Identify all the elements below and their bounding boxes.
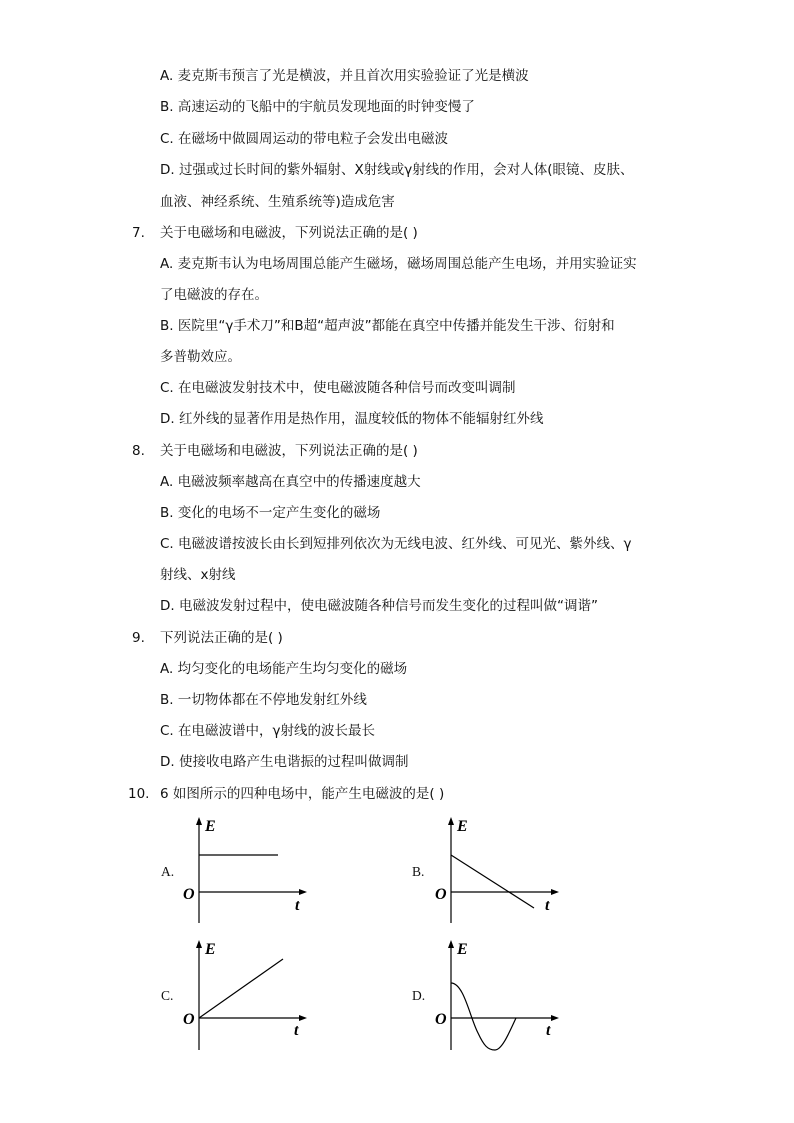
graph-d-label: D. [412, 988, 426, 1003]
q7-option-b-line1: B. 医院里“γ手术刀”和B超“超声波”都能在真空中传播并能发生干涉、衍射和 [160, 318, 615, 334]
q9-option-b: B. 一切物体都在不停地发射红外线 [160, 692, 367, 708]
graph-a-x-axis-label: t [295, 897, 300, 914]
q6-option-c: C. 在磁场中做圆周运动的带电粒子会发出电磁波 [160, 131, 449, 147]
q8-number: 8. [132, 443, 145, 459]
q6-option-a: A. 麦克斯韦预言了光是横波，并且首次用实验验证了光是横波 [160, 68, 529, 84]
graph-c-curve [199, 959, 283, 1018]
graph-c [180, 938, 310, 1053]
graph-a [180, 815, 310, 925]
graph-a-y-axis-label: E [205, 818, 216, 835]
graph-d-x-axis-label: t [546, 1022, 551, 1039]
q7-option-d: D. 红外线的显著作用是热作用，温度较低的物体不能辐射红外线 [160, 411, 544, 427]
graph-d-x-arrow [551, 1015, 559, 1021]
graph-d-origin: O [435, 1011, 447, 1028]
q9-option-c: C. 在电磁波谱中，γ射线的波长最长 [160, 723, 375, 739]
q6-option-b: B. 高速运动的飞船中的宇航员发现地面的时钟变慢了 [160, 99, 475, 115]
graph-b-curve [451, 855, 534, 908]
q7-option-a-line2: 了电磁波的存在。 [160, 287, 268, 303]
graph-d-curve [451, 983, 516, 1050]
graph-c-x-axis-label: t [294, 1022, 299, 1039]
q10-number: 10. [128, 786, 150, 802]
graph-a-y-arrow [196, 817, 202, 825]
graph-c-origin: O [183, 1011, 195, 1028]
q9-option-d: D. 使接收电路产生电谐振的过程叫做调制 [160, 754, 409, 770]
q8-option-c-line1: C. 电磁波谱按波长由长到短排列依次为无线电波、红外线、可见光、紫外线、γ [160, 536, 632, 552]
q9-option-a: A. 均匀变化的电场能产生均匀变化的磁场 [160, 661, 408, 677]
q9-stem: 下列说法正确的是( ) [160, 630, 283, 646]
graph-b [432, 815, 562, 925]
q8-option-a: A. 电磁波频率越高在真空中的传播速度越大 [160, 474, 421, 490]
graph-b-x-axis-label: t [545, 897, 550, 914]
q6-option-d-line1: D. 过强或过长时间的紫外辐射、X射线或γ射线的作用，会对人体(眼镜、皮肤、 [160, 162, 634, 178]
graph-b-x-arrow [551, 889, 559, 895]
q7-stem: 关于电磁场和电磁波，下列说法正确的是( ) [160, 225, 418, 241]
q8-stem: 关于电磁场和电磁波，下列说法正确的是( ) [160, 443, 418, 459]
graph-b-label: B. [412, 864, 425, 879]
q7-option-a-line1: A. 麦克斯韦认为电场周围总能产生磁场，磁场周围总能产生电场，并用实验证实 [160, 256, 637, 272]
graph-c-label: C. [161, 988, 174, 1003]
q7-option-b-line2: 多普勒效应。 [160, 349, 241, 365]
graph-d-y-arrow [448, 940, 454, 948]
q8-option-b: B. 变化的电场不一定产生变化的磁场 [160, 505, 381, 521]
graph-a-label: A. [161, 864, 175, 879]
q8-option-d: D. 电磁波发射过程中，使电磁波随各种信号而发生变化的过程叫做“调谐” [160, 598, 598, 614]
graph-b-y-axis-label: E [457, 818, 468, 835]
q7-number: 7. [132, 225, 145, 241]
graph-a-origin: O [183, 886, 195, 903]
q7-option-c: C. 在电磁波发射技术中，使电磁波随各种信号而改变叫调制 [160, 380, 516, 396]
q6-option-d-line2: 血液、神经系统、生殖系统等)造成危害 [160, 194, 395, 210]
graph-a-x-arrow [299, 889, 307, 895]
graph-c-x-arrow [299, 1015, 307, 1021]
graph-b-origin: O [435, 886, 447, 903]
q10-stem: 6 如图所示的四种电场中，能产生电磁波的是( ) [160, 786, 445, 802]
q8-option-c-line2: 射线、x射线 [160, 567, 236, 583]
graph-d [432, 938, 562, 1053]
graph-c-y-axis-label: E [205, 941, 216, 958]
graph-d-y-axis-label: E [457, 941, 468, 958]
graph-c-y-arrow [196, 940, 202, 948]
graph-b-y-arrow [448, 817, 454, 825]
q9-number: 9. [132, 630, 145, 646]
